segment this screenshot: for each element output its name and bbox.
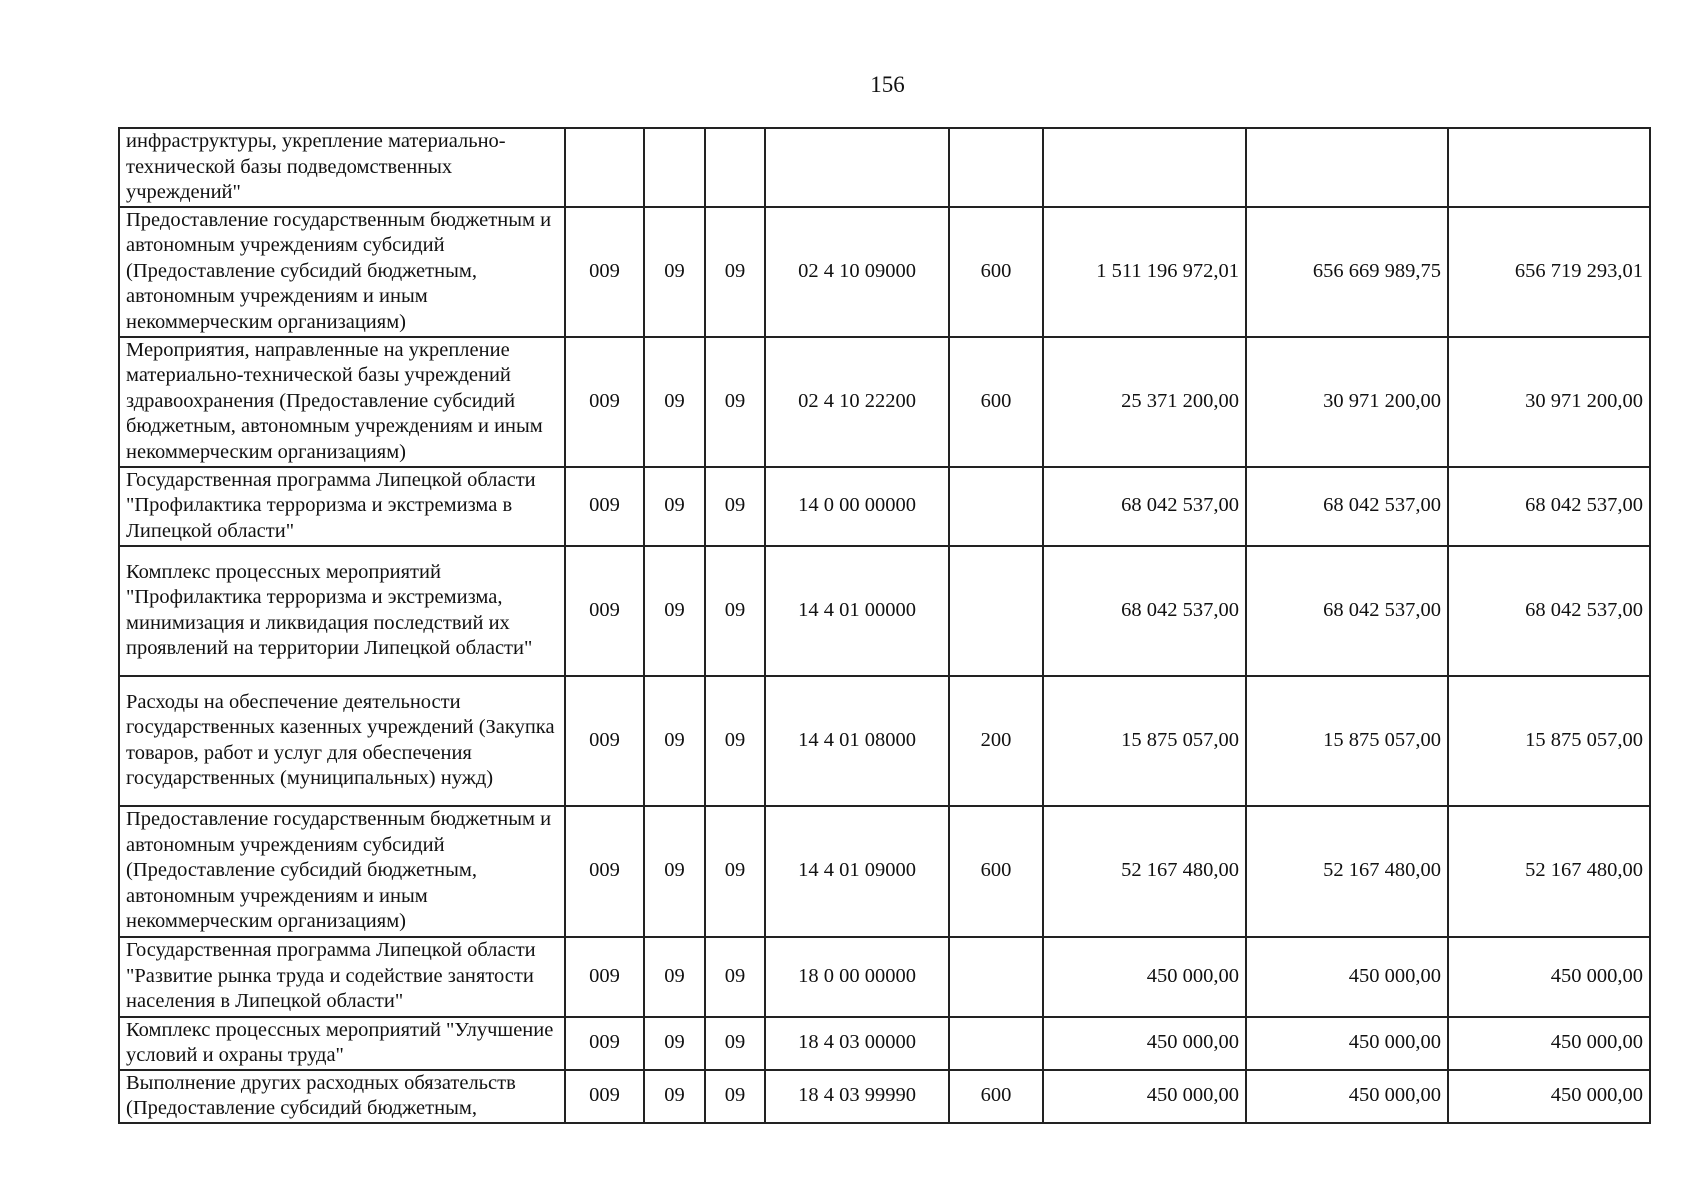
amount-year-3: 30 971 200,00: [1448, 337, 1650, 467]
table-body: [119, 128, 1650, 1123]
amount-year-1: 52 167 480,00: [1043, 806, 1246, 937]
section-code: 09: [644, 937, 705, 1017]
subsection-code: 09: [705, 207, 765, 337]
target-code: [765, 128, 949, 207]
table-row: [119, 937, 1650, 1017]
subsection-code: 09: [705, 546, 765, 676]
table-row: [119, 806, 1650, 937]
amount-year-1: 1 511 196 972,01: [1043, 207, 1246, 337]
page-number: 156: [870, 72, 905, 97]
amount-year-2: 450 000,00: [1246, 1070, 1448, 1123]
section-code: [644, 128, 705, 207]
amount-year-3: 450 000,00: [1448, 937, 1650, 1017]
admin-code: 009: [565, 1017, 644, 1070]
subsection-code: 09: [705, 806, 765, 937]
amount-year-1: [1043, 128, 1246, 207]
expense-type-code: 600: [949, 337, 1043, 467]
section-code: 09: [644, 806, 705, 937]
subsection-code: 09: [705, 676, 765, 806]
row-name: Предоставление государственным бюджетным и автономным учреждениям субсидий (Предоставление субсидий бюджетным, автономным учреждениям и иным некоммерческим организациям): [119, 806, 565, 937]
amount-year-1: 15 875 057,00: [1043, 676, 1246, 806]
row-name: Расходы на обеспечение деятельности государственных казенных учреждений (Закупка товаров, работ и услуг для обеспечения государственных (муниципальных) нужд): [119, 676, 565, 806]
row-name: Комплекс процессных мероприятий "Профилактика терроризма и экстремизма, минимизация и ликвидация последствий их проявлений на территории Липецкой области": [119, 546, 565, 676]
amount-year-3: 15 875 057,00: [1448, 676, 1650, 806]
target-code: 02 4 10 09000: [765, 207, 949, 337]
table-row: [119, 1017, 1650, 1070]
amount-year-2: 450 000,00: [1246, 937, 1448, 1017]
subsection-code: 09: [705, 937, 765, 1017]
admin-code: 009: [565, 937, 644, 1017]
amount-year-1: 450 000,00: [1043, 1017, 1246, 1070]
table-row: [119, 467, 1650, 546]
table-row: [119, 337, 1650, 467]
row-name: Государственная программа Липецкой области "Развитие рынка труда и содействие занятости населения в Липецкой области": [119, 937, 565, 1017]
section-code: 09: [644, 1070, 705, 1123]
row-name: Комплекс процессных мероприятий "Улучшение условий и охраны труда": [119, 1017, 565, 1070]
expense-type-code: [949, 128, 1043, 207]
section-code: 09: [644, 207, 705, 337]
amount-year-1: 450 000,00: [1043, 937, 1246, 1017]
table-row: [119, 546, 1650, 676]
subsection-code: 09: [705, 467, 765, 546]
amount-year-2: 450 000,00: [1246, 1017, 1448, 1070]
section-code: 09: [644, 337, 705, 467]
section-code: 09: [644, 676, 705, 806]
admin-code: 009: [565, 806, 644, 937]
expense-type-code: [949, 467, 1043, 546]
row-name: Выполнение других расходных обязательств (Предоставление субсидий бюджетным,: [119, 1070, 565, 1123]
row-name: Государственная программа Липецкой области "Профилактика терроризма и экстремизма в Липецкой области": [119, 467, 565, 546]
admin-code: 009: [565, 207, 644, 337]
table-row: [119, 207, 1650, 337]
admin-code: 009: [565, 467, 644, 546]
target-code: 14 0 00 00000: [765, 467, 949, 546]
table-row: [119, 128, 1650, 207]
admin-code: [565, 128, 644, 207]
budget-table: [118, 127, 1651, 1124]
section-code: 09: [644, 467, 705, 546]
amount-year-1: 68 042 537,00: [1043, 546, 1246, 676]
amount-year-2: 656 669 989,75: [1246, 207, 1448, 337]
amount-year-3: 68 042 537,00: [1448, 546, 1650, 676]
admin-code: 009: [565, 337, 644, 467]
subsection-code: 09: [705, 337, 765, 467]
table-row: [119, 676, 1650, 806]
amount-year-2: [1246, 128, 1448, 207]
admin-code: 009: [565, 546, 644, 676]
expense-type-code: 600: [949, 806, 1043, 937]
amount-year-2: 68 042 537,00: [1246, 467, 1448, 546]
target-code: 02 4 10 22200: [765, 337, 949, 467]
expense-type-code: [949, 937, 1043, 1017]
amount-year-2: 68 042 537,00: [1246, 546, 1448, 676]
amount-year-2: 30 971 200,00: [1246, 337, 1448, 467]
expense-type-code: 600: [949, 207, 1043, 337]
expense-type-code: 200: [949, 676, 1043, 806]
target-code: 14 4 01 08000: [765, 676, 949, 806]
table-row: [119, 1070, 1650, 1123]
amount-year-3: 52 167 480,00: [1448, 806, 1650, 937]
section-code: 09: [644, 546, 705, 676]
row-name: Предоставление государственным бюджетным и автономным учреждениям субсидий (Предоставление субсидий бюджетным, автономным учреждениям и иным некоммерческим организациям): [119, 207, 565, 337]
amount-year-3: 450 000,00: [1448, 1070, 1650, 1123]
admin-code: 009: [565, 1070, 644, 1123]
subsection-code: 09: [705, 1070, 765, 1123]
target-code: 18 4 03 00000: [765, 1017, 949, 1070]
admin-code: 009: [565, 676, 644, 806]
amount-year-1: 68 042 537,00: [1043, 467, 1246, 546]
section-code: 09: [644, 1017, 705, 1070]
expense-type-code: 600: [949, 1070, 1043, 1123]
amount-year-3: [1448, 128, 1650, 207]
amount-year-1: 450 000,00: [1043, 1070, 1246, 1123]
row-name: инфраструктуры, укрепление материально-технической базы подведомственных учреждений": [119, 128, 565, 207]
amount-year-3: 450 000,00: [1448, 1017, 1650, 1070]
amount-year-1: 25 371 200,00: [1043, 337, 1246, 467]
row-name: Мероприятия, направленные на укрепление материально-технической базы учреждений здравоохранения (Предоставление субсидий бюджетным, автономным учреждениям и иным некоммерческим организациям): [119, 337, 565, 467]
amount-year-2: 15 875 057,00: [1246, 676, 1448, 806]
target-code: 14 4 01 00000: [765, 546, 949, 676]
amount-year-2: 52 167 480,00: [1246, 806, 1448, 937]
subsection-code: [705, 128, 765, 207]
amount-year-3: 68 042 537,00: [1448, 467, 1650, 546]
target-code: 14 4 01 09000: [765, 806, 949, 937]
target-code: 18 0 00 00000: [765, 937, 949, 1017]
target-code: 18 4 03 99990: [765, 1070, 949, 1123]
expense-type-code: [949, 1017, 1043, 1070]
subsection-code: 09: [705, 1017, 765, 1070]
amount-year-3: 656 719 293,01: [1448, 207, 1650, 337]
expense-type-code: [949, 546, 1043, 676]
